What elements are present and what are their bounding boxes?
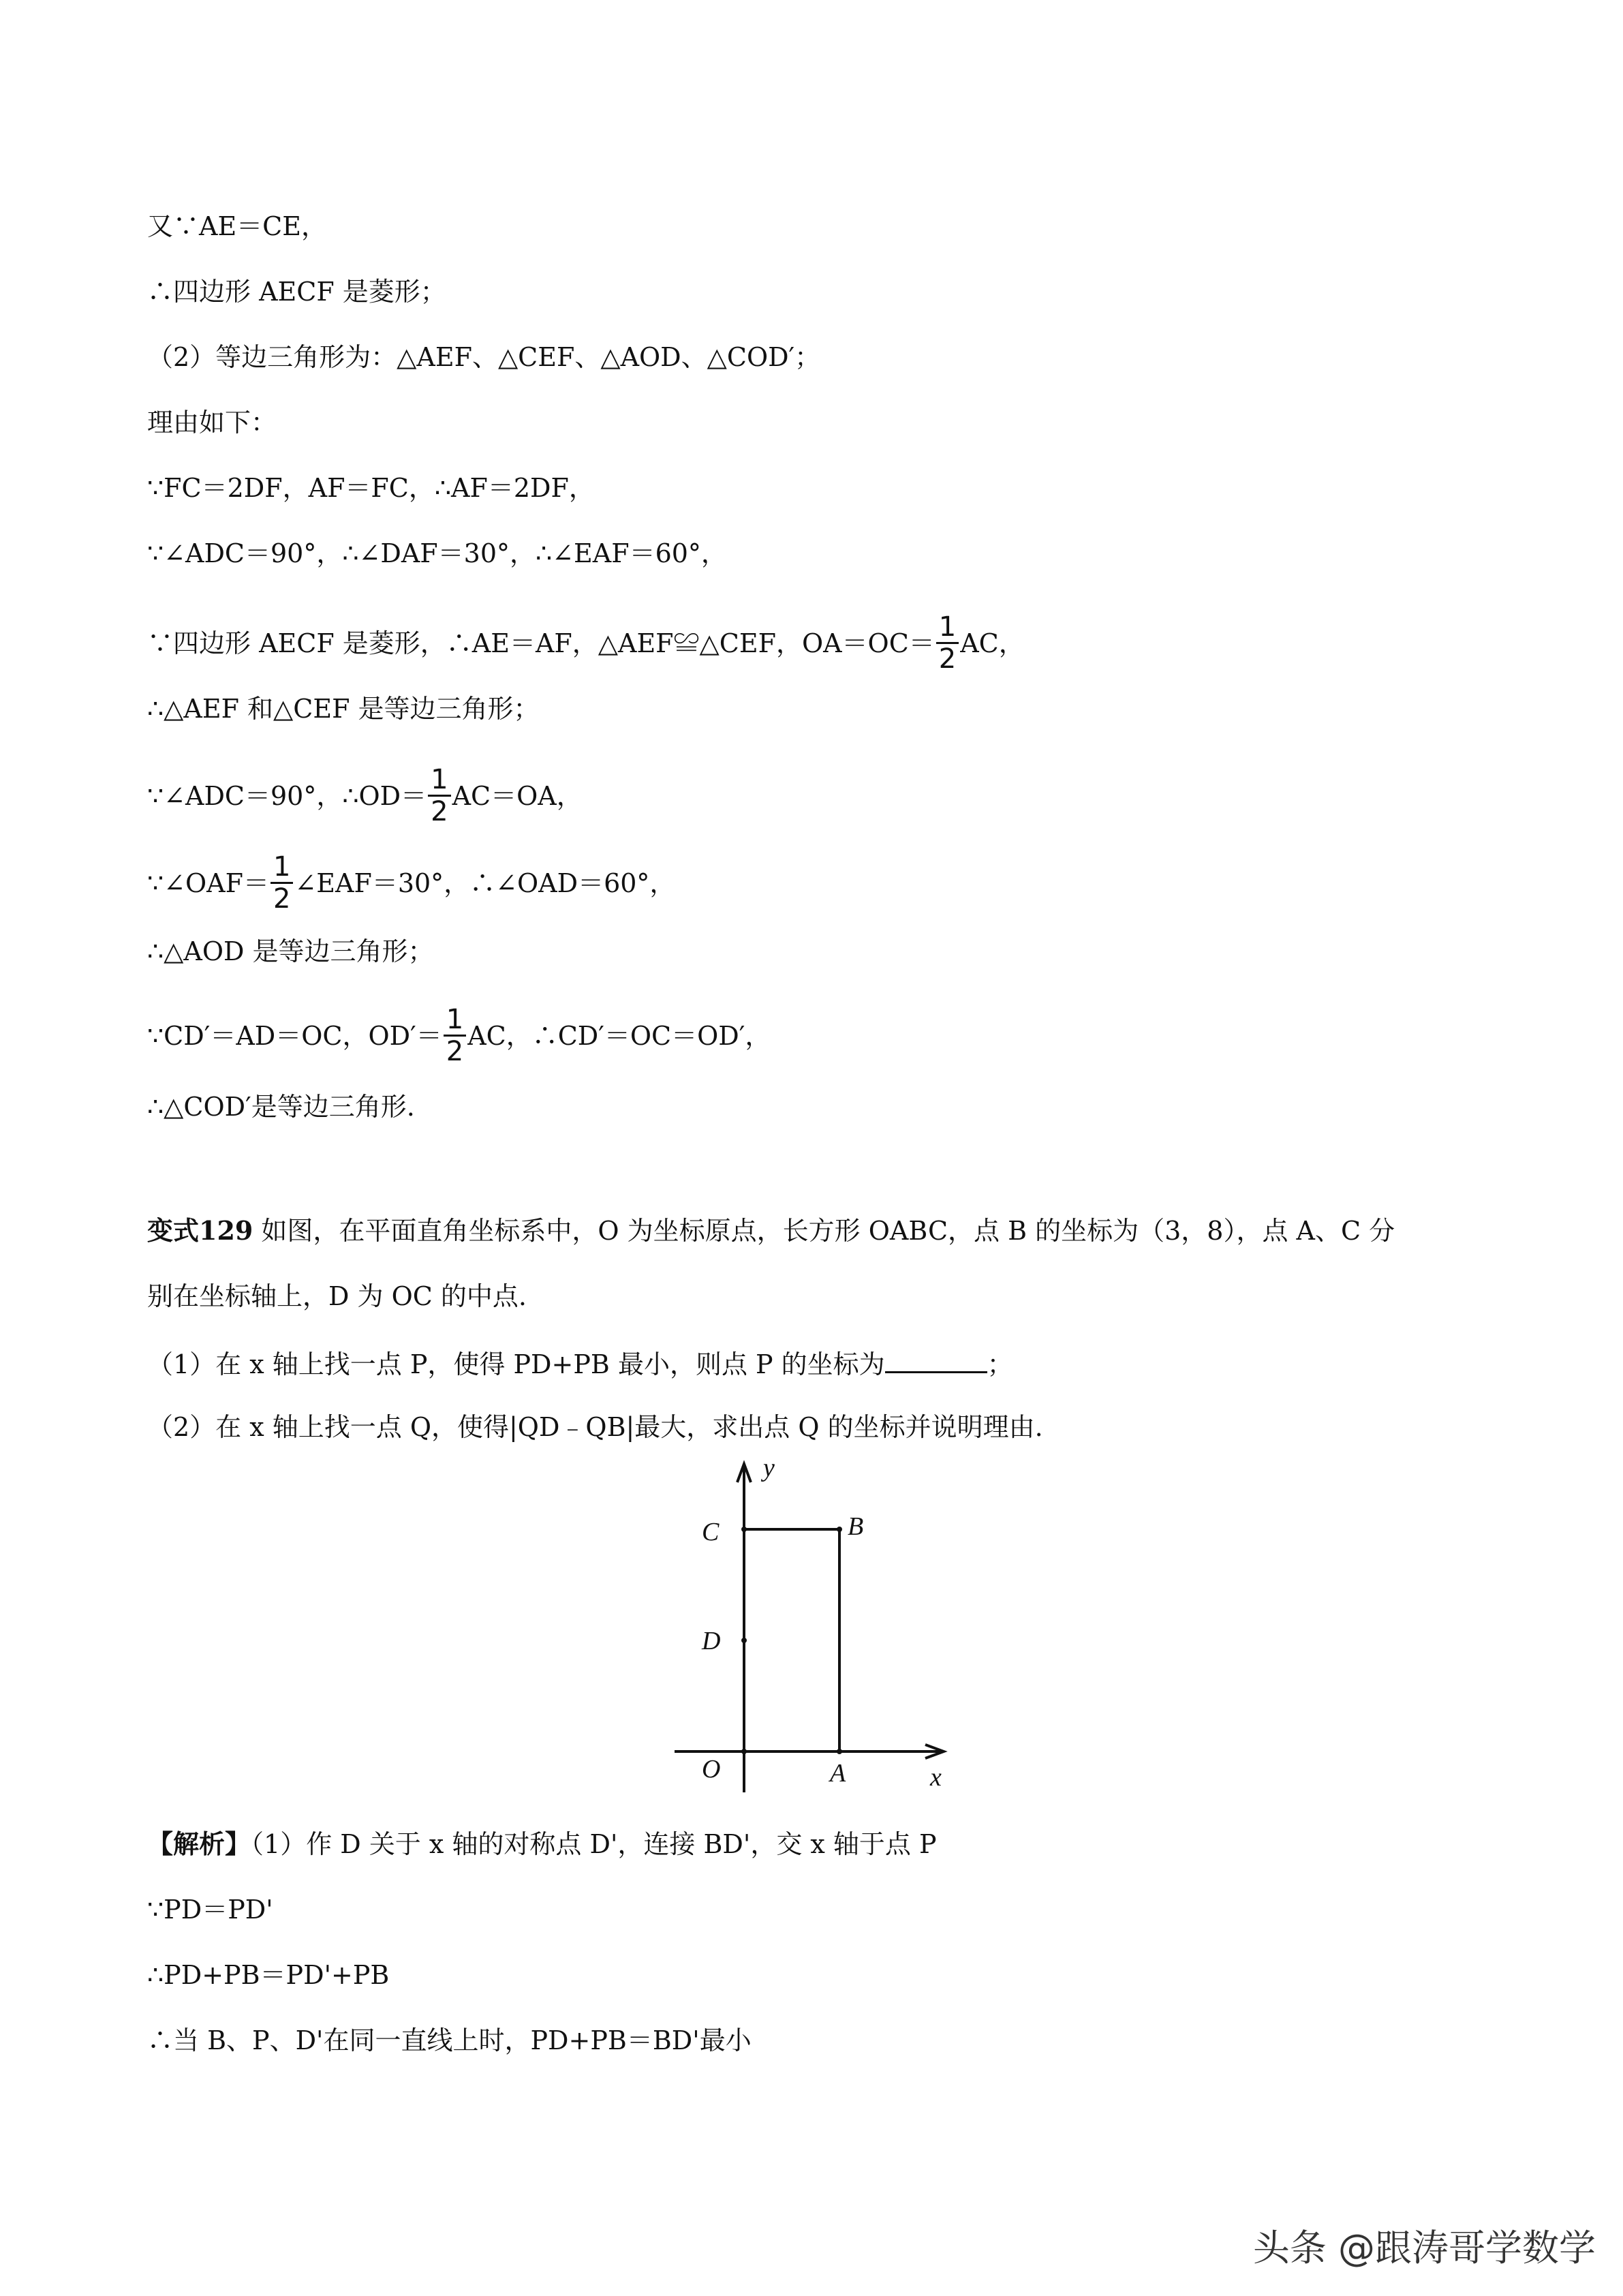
text-segment: ∠EAF＝30°，∴∠OAD＝60°， [294, 868, 676, 898]
fraction-numerator: 1 [936, 612, 959, 644]
text-line: ∴四边形 AECF 是菱形； [147, 277, 446, 307]
label-a: A [830, 1759, 846, 1788]
answer-blank[interactable] [885, 1344, 987, 1373]
solution-line: ∵PD＝PD' [147, 1895, 273, 1925]
problem-heading [147, 1213, 1395, 1249]
solution-label: 【解析】 [147, 1828, 251, 1859]
fraction [936, 612, 959, 674]
text-segment: AC＝OA， [452, 781, 583, 811]
fraction-denominator: 2 [446, 1036, 464, 1067]
question-1 [147, 1344, 1013, 1382]
question-text: （1）在 x 轴上找一点 P，使得 PD+PB 最小，则点 P 的坐标为 [147, 1349, 885, 1379]
text-line [147, 764, 583, 829]
label-o: O [702, 1755, 721, 1784]
fraction [270, 852, 293, 914]
point-a [837, 1749, 842, 1754]
label-y: y [763, 1454, 775, 1482]
question-2: （2）在 x 轴上找一点 Q，使得|QD﹣QB|最大，求出点 Q 的坐标并说明理由. [147, 1412, 1043, 1442]
question-text: ； [987, 1349, 1013, 1379]
text-line: ∴△COD′是等边三角形. [147, 1092, 415, 1122]
text-line: （2）等边三角形为：△AEF、△CEF、△AOD、△COD′； [147, 342, 821, 372]
problem-text: 别在坐标轴上，D 为 OC 的中点. [147, 1281, 527, 1311]
fraction-denominator: 2 [938, 643, 957, 675]
text-line [147, 851, 676, 917]
solution-text: （1）作 D 关于 x 轴的对称点 D'，连接 BD'，交 x 轴于点 P [251, 1829, 937, 1859]
text-segment: ∵∠OAF＝ [147, 868, 269, 898]
solution-line: ∴PD+PB＝PD'+PB [147, 1960, 390, 1990]
fraction-denominator: 2 [273, 883, 291, 915]
text-line: ∵FC＝2DF，AF＝FC，∴AF＝2DF， [147, 473, 595, 503]
text-line [147, 611, 1025, 677]
problem-label: 变式129 [147, 1215, 253, 1246]
solution-line: ∴当 B、P、D'在同一直线上时，PD+PB＝BD'最小 [147, 2025, 752, 2055]
point-c [741, 1527, 747, 1532]
text-segment: ∵∠ADC＝90°，∴OD＝ [147, 781, 427, 811]
label-x: x [930, 1763, 942, 1792]
fraction-numerator: 1 [270, 852, 293, 884]
fraction-numerator: 1 [444, 1005, 466, 1037]
fraction-denominator: 2 [431, 796, 448, 827]
point-o [741, 1749, 747, 1754]
point-b [837, 1527, 842, 1532]
solution-line [147, 1826, 937, 1862]
watermark: 头条 @跟涛哥学数学 [1252, 2226, 1596, 2269]
label-b: B [848, 1512, 864, 1541]
problem-text: 如图，在平面直角坐标系中，O 为坐标原点，长方形 OABC，点 B 的坐标为（3，8），点 A、C 分 [253, 1216, 1395, 1246]
text-line: 又∵AE＝CE， [147, 211, 327, 241]
fraction-numerator: 1 [428, 765, 450, 797]
label-d: D [702, 1627, 721, 1655]
text-line: ∴△AEF 和△CEF 是等边三角形； [147, 694, 540, 724]
label-c: C [702, 1518, 720, 1546]
text-segment: ∵四边形 AECF 是菱形，∴AE＝AF，△AEF≌△CEF，OA＝OC＝ [147, 628, 935, 658]
text-segment: ∵CD′＝AD＝OC，OD′＝ [147, 1021, 442, 1051]
text-segment: AC， [960, 628, 1025, 658]
text-line [147, 1004, 771, 1069]
text-line: ∴△AOD 是等边三角形； [147, 936, 434, 966]
point-d [741, 1638, 747, 1643]
fraction [444, 1005, 466, 1067]
fraction [428, 765, 450, 827]
coordinate-figure [654, 1452, 961, 1806]
text-segment: AC，∴CD′＝OC＝OD′， [467, 1021, 771, 1051]
text-line: ∵∠ADC＝90°，∴∠DAF＝30°，∴∠EAF＝60°， [147, 538, 727, 568]
text-line: 理由如下： [147, 408, 277, 438]
rectangle-oabc [744, 1529, 839, 1751]
